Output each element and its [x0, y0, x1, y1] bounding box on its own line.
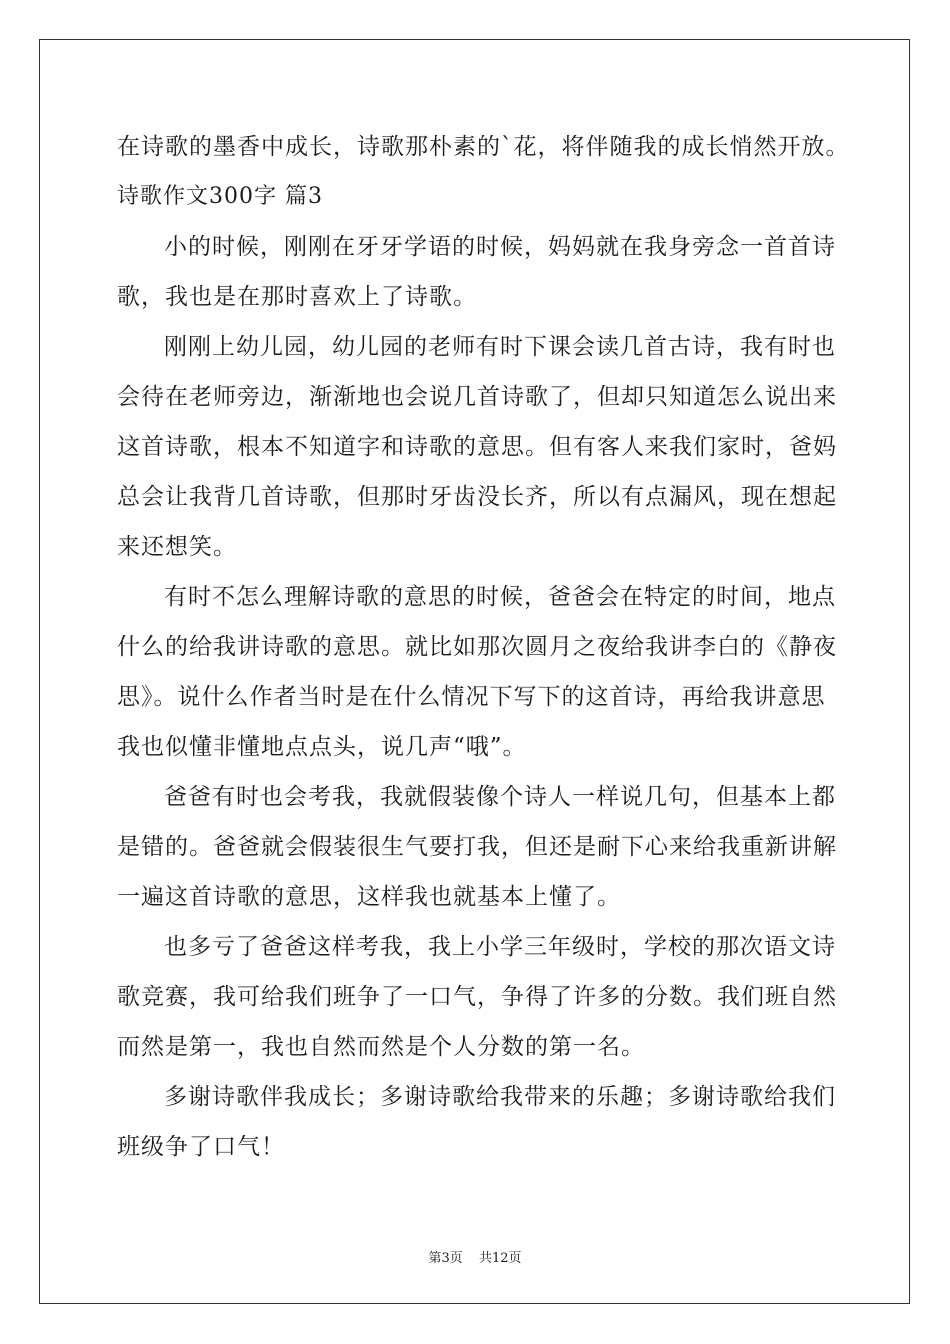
paragraph-line: 会待在老师旁边，渐渐地也会说几首诗歌了，但却只知道怎么说出来	[117, 384, 837, 410]
section-heading: 诗歌作文300字 篇3	[117, 184, 323, 209]
paragraph-line: 班级争了口气！	[117, 1134, 285, 1160]
paragraph-6	[117, 1072, 836, 1172]
paragraph-line: 总会让我背几首诗歌，但那时牙齿没长齐，所以有点漏风，现在想起	[117, 484, 837, 510]
paragraph-line: 爸爸有时也会考我，我就假装像个诗人一样说几句，但基本上都	[164, 784, 836, 810]
paragraph-line: 我也似懂非懂地点点头，说几声“哦”。	[117, 734, 527, 760]
paragraph-line: 什么的给我讲诗歌的意思。就比如那次圆月之夜给我讲李白的《静夜	[117, 634, 837, 660]
intro-line: 在诗歌的墨香中成长，诗歌那朴素的`花，将伴随我的成长悄然开放。	[117, 134, 850, 160]
paragraph-5	[117, 922, 837, 1072]
page-footer	[0, 1247, 950, 1266]
paragraph-4	[117, 772, 837, 922]
paragraph-3	[117, 572, 837, 772]
paragraph-line: 而然是第一，我也自然而然是个人分数的第一名。	[117, 1034, 645, 1060]
paragraph-line: 一遍这首诗歌的意思，这样我也就基本上懂了。	[117, 884, 621, 910]
paragraph-line: 歌竞赛，我可给我们班争了一口气，争得了许多的分数。我们班自然	[117, 984, 837, 1010]
document-body	[117, 122, 850, 1172]
paragraph-line: 是错的。爸爸就会假装很生气要打我，但还是耐下心来给我重新讲解	[117, 834, 837, 860]
page-number: 第3页	[428, 1251, 463, 1266]
paragraph-line: 思》。说什么作者当时是在什么情况下写下的这首诗，再给我讲意思	[117, 684, 826, 710]
paragraph-line: 歌，我也是在那时喜欢上了诗歌。	[117, 284, 477, 310]
paragraph-line: 这首诗歌，根本不知道字和诗歌的意思。但有客人来我们家时，爸妈	[117, 434, 837, 460]
paragraph-1	[117, 222, 836, 322]
paragraph-line: 来还想笑。	[117, 534, 237, 560]
paragraph-line: 也多亏了爸爸这样考我，我上小学三年级时，学校的那次语文诗	[164, 934, 836, 960]
paragraph-line: 刚刚上幼儿园，幼儿园的老师有时下课会读几首古诗，我有时也	[164, 334, 836, 360]
paragraph-line: 小的时候，刚刚在牙牙学语的时候，妈妈就在我身旁念一首首诗	[164, 234, 836, 260]
page-total: 共12页	[478, 1251, 522, 1266]
paragraph-2	[117, 322, 837, 572]
paragraph-line: 有时不怎么理解诗歌的意思的时候，爸爸会在特定的时间，地点	[164, 584, 836, 610]
paragraph-line: 多谢诗歌伴我成长；多谢诗歌给我带来的乐趣；多谢诗歌给我们	[164, 1084, 836, 1110]
